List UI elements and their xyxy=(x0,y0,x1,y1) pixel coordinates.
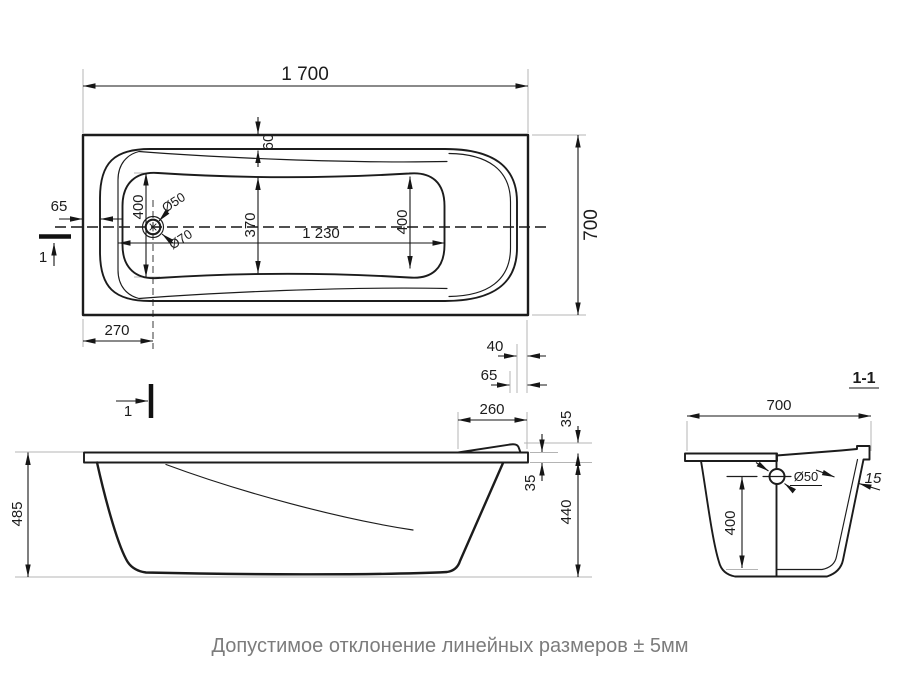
section-mark-side xyxy=(116,384,151,420)
dim-head-edge-offset-2: 65 xyxy=(480,367,498,384)
dim-drain-offset: 270 xyxy=(104,322,130,339)
extension-lines xyxy=(15,69,871,577)
dim-drain-hole: Ø50 xyxy=(159,189,188,216)
dim-rim-offset-left: 65 xyxy=(50,198,68,215)
dim-headrest-rise: 35 xyxy=(558,410,575,428)
dim-overall-width: 700 xyxy=(581,209,602,241)
dim-section-drain: Ø50 xyxy=(793,469,819,484)
dim-headrest-length: 260 xyxy=(479,401,505,418)
headrest-double-line xyxy=(449,154,511,297)
dim-overall-height: 485 xyxy=(9,501,26,527)
tolerance-caption: Допустимое отклонение линейных размеров ± 5мм xyxy=(211,635,689,657)
dim-basin-width-mid: 370 xyxy=(242,212,259,238)
interior-edge-line xyxy=(166,465,413,531)
section-mark-top xyxy=(39,237,71,267)
dim-head-edge-offset-1: 40 xyxy=(486,338,504,355)
section-mark-label: 1 xyxy=(123,403,133,420)
dim-rim-offset-top: 60 xyxy=(260,133,277,151)
dim-rim-thickness: 35 xyxy=(522,474,539,492)
headrest-wedge xyxy=(458,444,521,452)
section-title: 1-1 xyxy=(852,370,876,387)
section-right-wall-outer xyxy=(777,446,870,577)
dim-basin-width-right: 400 xyxy=(394,209,411,235)
top-view-dimensions xyxy=(51,64,602,385)
dim-section-width: 700 xyxy=(766,397,792,414)
rim-bar xyxy=(84,453,528,463)
top-view xyxy=(39,135,528,315)
dim-body-height: 440 xyxy=(558,499,575,525)
section-mark-label: 1 xyxy=(38,249,48,266)
dim-overall-length: 1 700 xyxy=(281,64,329,85)
dim-drain-flange: Ø70 xyxy=(166,226,195,253)
tub-body-outline xyxy=(97,463,503,575)
dim-section-depth: 400 xyxy=(722,510,739,536)
section-flange xyxy=(685,454,777,462)
side-view xyxy=(84,384,528,574)
dim-basin-width-left: 400 xyxy=(130,194,147,220)
dim-wall-thickness: 15 xyxy=(864,470,882,487)
dim-basin-length: 1 230 xyxy=(302,225,340,242)
